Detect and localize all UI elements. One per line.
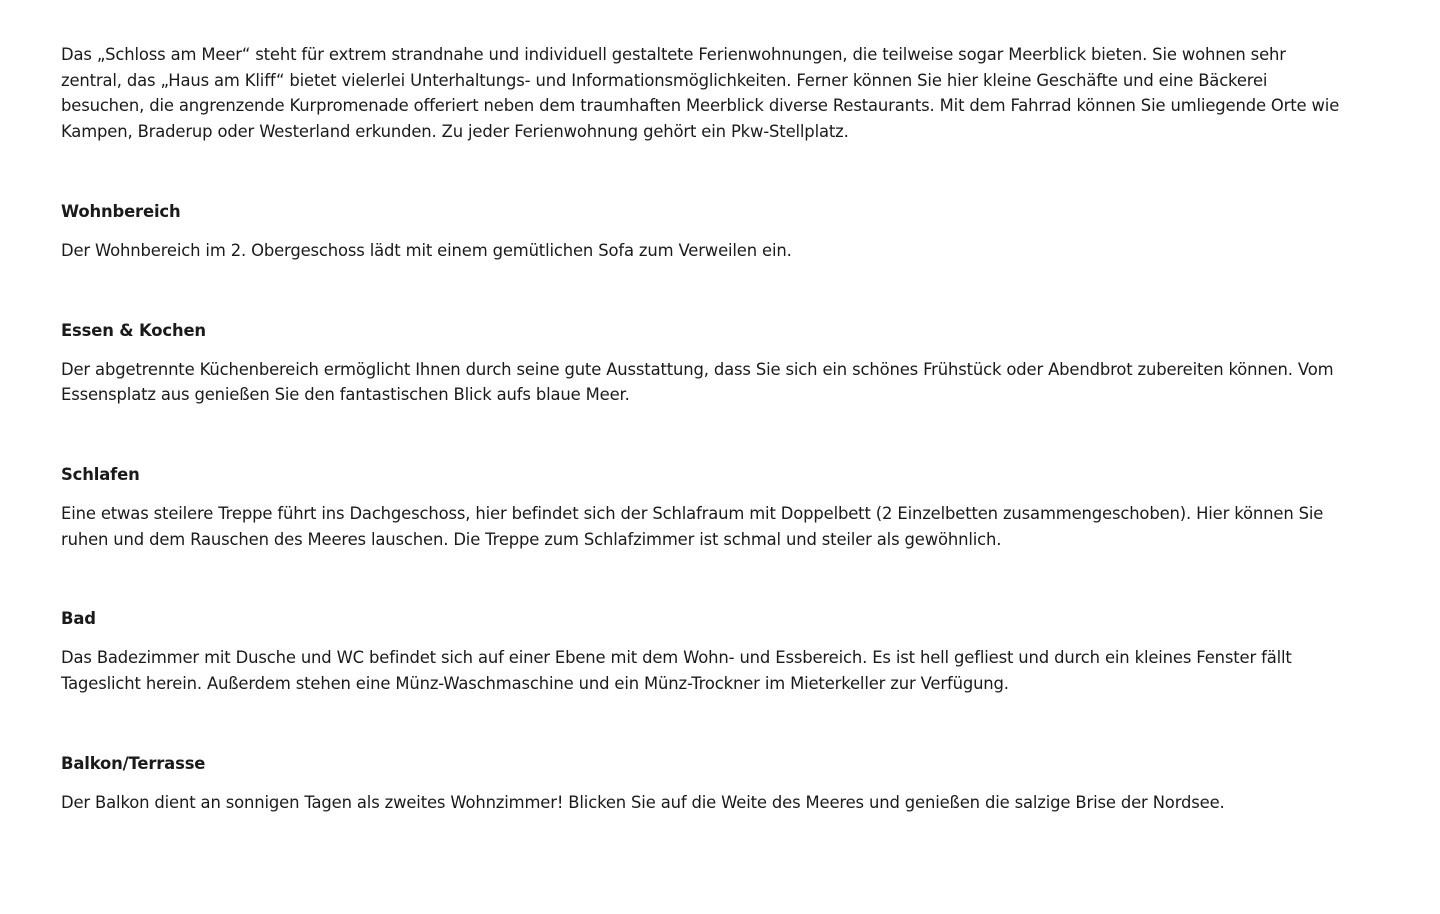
intro-paragraph: Das „Schloss am Meer“ steht für extrem strandnahe und individuell gestaltete Ferienwohnungen, die teilweise sogar Meerblick bieten. Sie wohnen sehr zentral, das „Haus am Kliff“ bietet vielerlei Unterhaltungs- und Informationsmöglichkeiten. Ferner können Sie hier kleine Geschäfte und eine Bäckerei besuchen, die angrenzende Kurpromenade offeriert neben dem traumhaften Meerblick diverse Restaurants. Mit dem Fahrrad können Sie umliegende Orte wie Kampen, Braderup oder Westerland erkunden. Zu jeder Ferienwohnung gehört ein Pkw-Stellplatz. (61, 45, 1340, 142)
section-title: Balkon/Terrasse (61, 753, 206, 773)
section-title: Schlafen (61, 464, 140, 484)
section-title: Essen & Kochen (61, 320, 206, 340)
section-wohnbereich (61, 199, 1340, 264)
section-text: Der abgetrennte Küchenbereich ermöglicht Ihnen durch seine gute Ausstattung, dass Sie sich ein schönes Frühstück oder Abendbrot zubereiten können. Vom Essensplatz aus genießen Sie den fantastischen Blick aufs blaue Meer. (61, 359, 1334, 405)
section-text: Das Badezimmer mit Dusche und WC befindet sich auf einer Ebene mit dem Wohn- und Essbereich. Es ist hell gefliest und durch ein kleines Fenster fällt Tageslicht herein. Außerdem stehen eine Münz-Waschmaschine und ein Münz-Trockner im Mieterkeller zur Verfügung. (61, 648, 1292, 694)
section-schlafen (61, 462, 1340, 552)
section-title: Bad (61, 609, 96, 629)
section-text: Eine etwas steilere Treppe führt ins Dachgeschoss, hier befindet sich der Schlafraum mit Doppelbett (2 Einzelbetten zusammengeschoben). Hier können Sie ruhen und dem Rauschen des Meeres lauschen. Die Treppe zum Schlafzimmer ist schmal und steiler als gewöhnlich. (61, 503, 1324, 549)
section-balkon-terrasse (61, 751, 1340, 816)
section-bad (61, 606, 1340, 696)
section-title: Wohnbereich (61, 201, 181, 221)
section-text: Der Balkon dient an sonnigen Tagen als zweites Wohnzimmer! Blicken Sie auf die Weite des Meeres und genießen die salzige Brise der Nordsee. (61, 792, 1225, 812)
section-text: Der Wohnbereich im 2. Obergeschoss lädt mit einem gemütlichen Sofa zum Verweilen ein. (61, 240, 792, 260)
section-essen-kochen (61, 318, 1340, 408)
